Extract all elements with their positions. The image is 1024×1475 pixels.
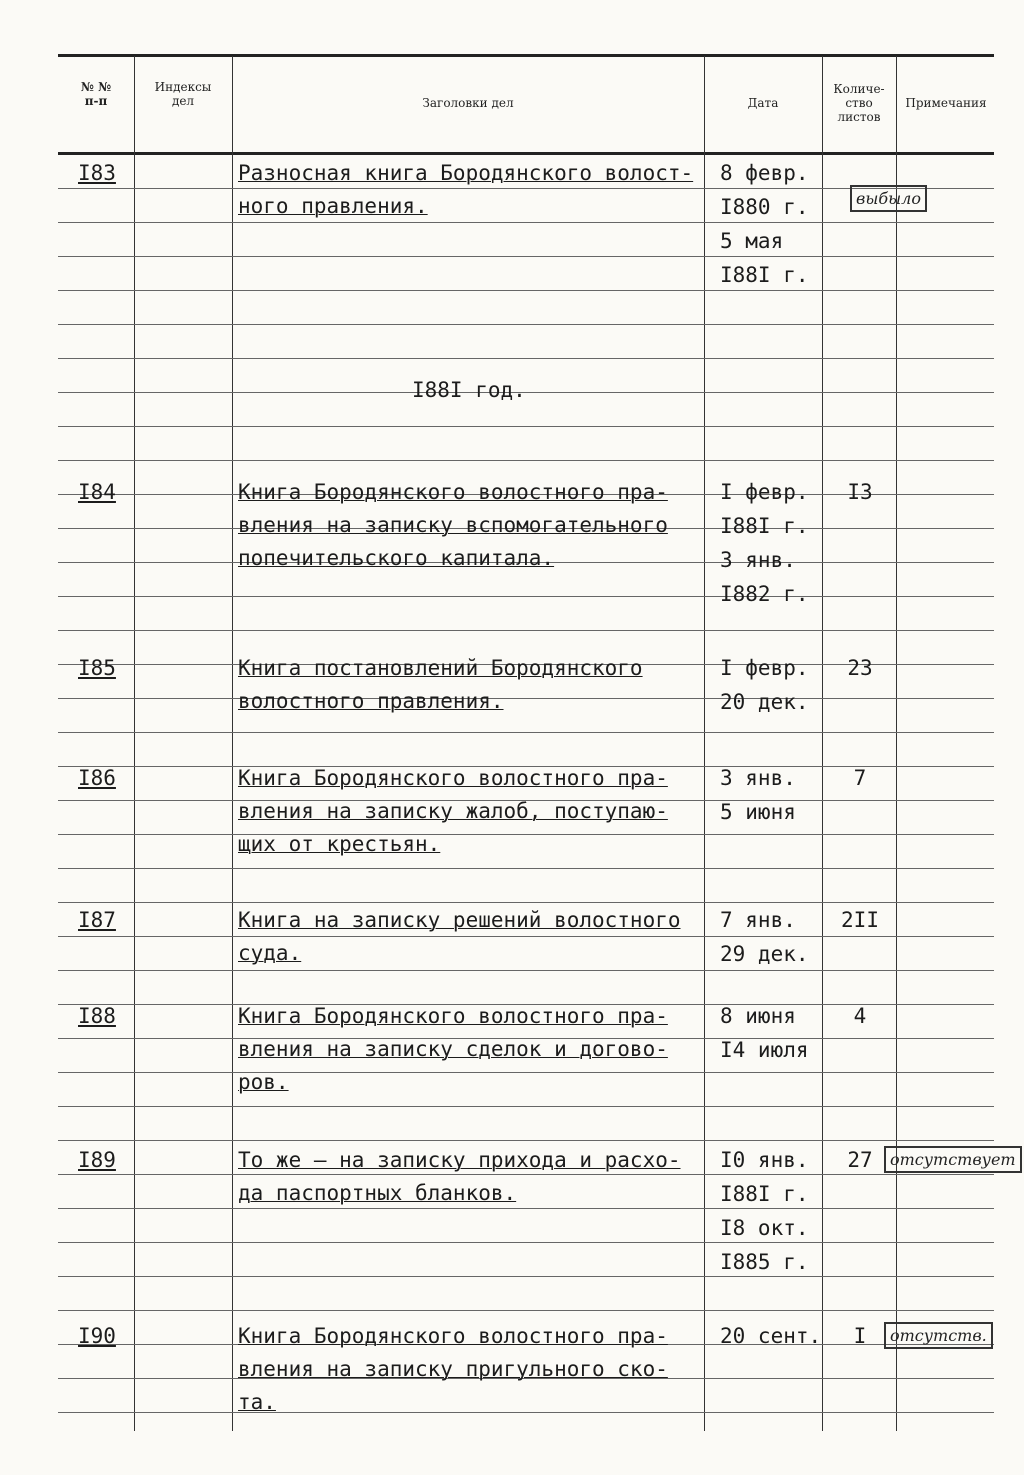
record-sheet-count: I bbox=[853, 1324, 867, 1348]
ruled-line bbox=[58, 1310, 994, 1311]
year-heading: I88I год. bbox=[412, 378, 526, 402]
ruled-line bbox=[58, 834, 994, 835]
record-date-line: I0 янв. bbox=[720, 1148, 809, 1172]
record-number: I89 bbox=[78, 1148, 116, 1172]
column-divider-2 bbox=[232, 56, 233, 1431]
record-title-line: Книга Бородянского волостного пра- bbox=[238, 480, 668, 504]
record-title-line: Книга Бородянского волостного пра- bbox=[238, 1324, 668, 1348]
record-title-line: То же – на записку прихода и расхо- bbox=[238, 1148, 681, 1172]
record-title-line: ного правления. bbox=[238, 194, 428, 218]
header-index: Индексы дел bbox=[154, 80, 212, 108]
ruled-line bbox=[58, 324, 994, 325]
record-number: I85 bbox=[78, 656, 116, 680]
record-date-line: I февр. bbox=[720, 480, 809, 504]
record-title-line: вления на записку сделок и догово- bbox=[238, 1037, 668, 1061]
record-sheet-count: 2II bbox=[841, 908, 879, 932]
record-sheet-count: 7 bbox=[853, 766, 867, 790]
record-number: I86 bbox=[78, 766, 116, 790]
ruled-line bbox=[58, 426, 994, 427]
header-date: Дата bbox=[747, 96, 779, 110]
record-date-line: 3 янв. bbox=[720, 548, 796, 572]
record-note-stamp: отсутствует bbox=[884, 1146, 1022, 1173]
record-title-line: попечительского капитала. bbox=[238, 546, 555, 570]
record-date-line: 20 дек. bbox=[720, 690, 809, 714]
record-number: I84 bbox=[78, 480, 116, 504]
ruled-line bbox=[58, 596, 994, 597]
record-sheet-count: I3 bbox=[847, 480, 873, 504]
record-note-stamp: выбыло bbox=[850, 185, 927, 212]
record-date-line: I4 июля bbox=[720, 1038, 809, 1062]
record-title-line: ров. bbox=[238, 1070, 289, 1094]
record-title-line: да паспортных бланков. bbox=[238, 1181, 517, 1205]
ruled-line bbox=[58, 460, 994, 461]
record-date-line: I88I г. bbox=[720, 263, 809, 287]
ruled-line bbox=[58, 1208, 994, 1209]
ruled-line bbox=[58, 1242, 994, 1243]
record-title-line: Книга постановлений Бородянского bbox=[238, 656, 643, 680]
column-divider-4 bbox=[822, 56, 823, 1431]
record-date-line: I8 окт. bbox=[720, 1216, 809, 1240]
record-date-line: 8 июня bbox=[720, 1004, 796, 1028]
ruled-line bbox=[58, 1072, 994, 1073]
record-sheet-count: 4 bbox=[853, 1004, 867, 1028]
record-sheet-count: 23 bbox=[847, 656, 873, 680]
ruled-line bbox=[58, 732, 994, 733]
column-divider-3 bbox=[704, 56, 705, 1431]
record-title-line: щих от крестьян. bbox=[238, 832, 441, 856]
column-divider-1 bbox=[134, 56, 135, 1431]
record-title-line: волостного правления. bbox=[238, 689, 504, 713]
record-number: I83 bbox=[78, 161, 116, 185]
record-title-line: вления на записку пригульного ско- bbox=[238, 1357, 668, 1381]
ruled-line bbox=[58, 1106, 994, 1107]
ruled-line bbox=[58, 868, 994, 869]
ruled-line bbox=[58, 392, 994, 393]
record-date-line: 20 сент. bbox=[720, 1324, 822, 1348]
record-number: I87 bbox=[78, 908, 116, 932]
record-date-line: 5 мая bbox=[720, 229, 784, 253]
ruled-line bbox=[58, 1276, 994, 1277]
table-top-border bbox=[58, 54, 994, 57]
record-date-line: I880 г. bbox=[720, 195, 809, 219]
record-date-line: 5 июня bbox=[720, 800, 796, 824]
record-date-line: 3 янв. bbox=[720, 766, 796, 790]
header-sheets: Количе- ство листов bbox=[833, 82, 885, 124]
record-date-line: 29 дек. bbox=[720, 942, 809, 966]
ruled-line bbox=[58, 970, 994, 971]
record-date-line: I882 г. bbox=[720, 582, 809, 606]
record-title-line: Книга на записку решений волостного bbox=[238, 908, 681, 932]
column-divider-5 bbox=[896, 56, 897, 1431]
record-date-line: I февр. bbox=[720, 656, 809, 680]
record-title-line: вления на записку вспомогательного bbox=[238, 513, 668, 537]
ruled-line bbox=[58, 358, 994, 359]
header-title: Заголовки дел bbox=[422, 96, 514, 110]
ruled-line bbox=[58, 256, 994, 257]
ruled-line bbox=[58, 630, 994, 631]
ruled-line bbox=[58, 1412, 994, 1413]
record-number: I90 bbox=[78, 1324, 116, 1348]
record-title-line: Книга Бородянского волостного пра- bbox=[238, 1004, 668, 1028]
record-sheet-count: 27 bbox=[847, 1148, 873, 1172]
ruled-line bbox=[58, 222, 994, 223]
record-number: I88 bbox=[78, 1004, 116, 1028]
record-note-stamp: отсутств. bbox=[884, 1322, 993, 1349]
ruled-line bbox=[58, 902, 994, 903]
record-title-line: та. bbox=[238, 1390, 276, 1414]
record-date-line: 8 февр. bbox=[720, 161, 809, 185]
header-notes: Примечания bbox=[905, 96, 987, 110]
record-date-line: I88I г. bbox=[720, 514, 809, 538]
ruled-line bbox=[58, 290, 994, 291]
header-bottom-border bbox=[58, 152, 994, 155]
record-title-line: Разносная книга Бородянского волост- bbox=[238, 161, 694, 185]
record-title-line: суда. bbox=[238, 941, 302, 965]
record-date-line: I88I г. bbox=[720, 1182, 809, 1206]
record-title-line: вления на записку жалоб, поступаю- bbox=[238, 799, 668, 823]
record-title-line: Книга Бородянского волостного пра- bbox=[238, 766, 668, 790]
record-date-line: I885 г. bbox=[720, 1250, 809, 1274]
header-num: № № п-п bbox=[80, 80, 112, 108]
ruled-line bbox=[58, 698, 994, 699]
record-date-line: 7 янв. bbox=[720, 908, 796, 932]
ruled-line bbox=[58, 1140, 994, 1141]
